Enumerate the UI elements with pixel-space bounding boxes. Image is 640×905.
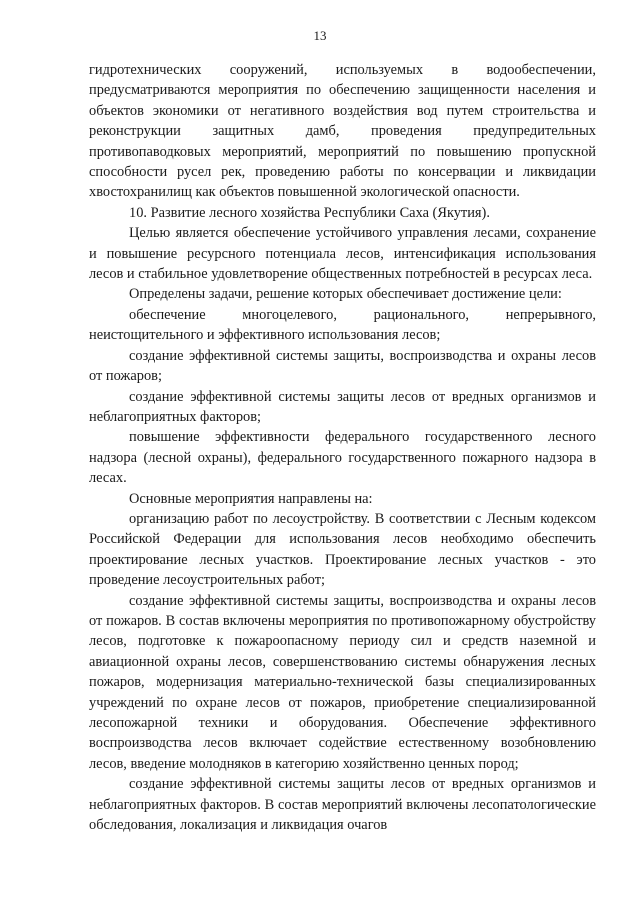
paragraph: Целью является обеспечение устойчивого управления лесами, сохранение и повышение ресурсного потенциала лесов, интенсификация использования лесов и стабильное удовлетворение общественных потребностей в ресурсах леса. [89, 225, 596, 283]
paragraph: обеспечение многоцелевого, рационального, непрерывного, неистощительного и эффективного использования лесов; [89, 306, 596, 344]
paragraph: гидротехнических сооружений, используемых в водообеспечении, предусматриваются мероприятия по обеспечению защищенности населения и объектов экономики от негативного воздействия вод путем строительства и реконструкции защитных дамб, проведения предупредительных противопаводковых мероприятий, мероприятий по повышению пропускной способности русел рек, проведению работы по консервации и ликвидации хвостохранилищ как объектов повышенной экологической опасности. [89, 62, 596, 201]
paragraph: создание эффективной системы защиты, воспроизводства и охраны лесов от пожаров. В состав включены мероприятия по противопожарному обустройству лесов, подготовке к пожароопасному периоду сил и средств наземной и авиационной охраны лесов, совершенствованию системы обнаружения лесных пожаров, модернизация материально-технической базы специализированных учреждений по охране лесов от пожаров, приобретение специализированной лесопожарной техники и оборудования. Обеспечение эффективного воспроизводства лесов включает содействие естественному возобновлению лесов, введение молодняков в категорию хозяйственно ценных пород; [89, 592, 596, 772]
paragraph: Основные мероприятия направлены на: [129, 490, 373, 507]
page-number: 13 [313, 28, 327, 43]
paragraph: Определены задачи, решение которых обеспечивает достижение цели: [129, 286, 562, 303]
paragraph: создание эффективной системы защиты, воспроизводства и охраны лесов от пожаров; [89, 347, 596, 385]
paragraph: 10. Развитие лесного хозяйства Республики Саха (Якутия). [129, 204, 490, 221]
paragraph: создание эффективной системы защиты лесов от вредных организмов и неблагоприятных факторов. В состав мероприятий включены лесопатологические обследования, локализация и ликвидация очагов [89, 776, 596, 834]
paragraph: повышение эффективности федерального государственного лесного надзора (лесной охраны), федерального государственного пожарного надзора в лесах. [89, 429, 596, 487]
paragraph: организацию работ по лесоустройству. В соответствии с Лесным кодексом Российской Федерации для использования лесов необходимо обеспечить проектирование лесных участков. Проектирование лесных участков - это проведение лесоустроительных работ; [89, 510, 596, 589]
paragraph: создание эффективной системы защиты лесов от вредных организмов и неблагоприятных факторов; [89, 388, 596, 425]
body-text [89, 60, 596, 835]
